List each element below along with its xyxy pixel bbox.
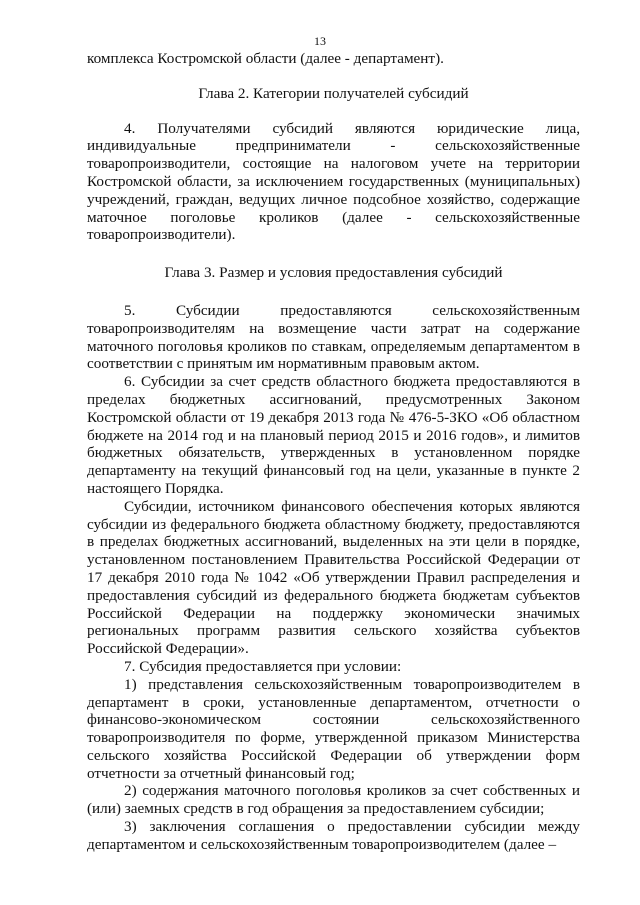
paragraph-6: 6. Субсидии за счет средств областного бюджета предоставляются в пределах бюджетных ассигнований, предусмотренных Законом Костромской области от 19 декабря 2013 года № 476-5-ЗКО «Об областном бюджете на 2014 год и на плановый период 2015 и 2016 годов», и лимитов бюджетных обязательств, утвержденных в установленном порядке департаменту на текущий финансовый год на цели, указанные в пункте 2 настоящего Порядка. [87, 373, 580, 497]
paragraph-7: 7. Субсидия предоставляется при условии: [124, 657, 402, 675]
condition-item-1: 1) представления сельскохозяйственным товаропроизводителем в департамент в сроки, установленные департаментом, отчетности о финансово-экономическом состоянии сельскохозяйственного товаропроизводителя по форме, утвержденной приказом Министерства сельского хозяйства Российской Федерации об утверждении форм отчетности за отчетный финансовый год; [87, 675, 580, 782]
spacer [87, 68, 580, 85]
paragraph-4: 4. Получателями субсидий являются юридические лица, индивидуальные предприниматели - сельскохозяйственные товаропроизводители, состоящие на налоговом учете на территории Костромской области, за исключением государственных (муниципальных) учреждений, граждан, ведущих личное подсобное хозяйство, содержащие маточное поголовье кроликов (далее - сельскохозяйственные товаропроизводители). [87, 119, 580, 244]
chapter-3-heading: Глава 3. Размер и условия предоставления субсидий [164, 264, 503, 282]
page-number: 13 [314, 34, 326, 48]
condition-item-3: 3) заключения соглашения о предоставлении субсидии между департаментом и сельскохозяйственным товаропроизводителем (далее – [87, 818, 580, 853]
chapter-2-heading: Глава 2. Категории получателей субсидий [198, 84, 469, 102]
condition-item-2: 2) содержания маточного поголовья кроликов за счет собственных и (или) заемных средств в год обращения за предоставлением субсидии; [87, 782, 580, 818]
carryover-paragraph: комплекса Костромской области (далее - департамент). [87, 50, 444, 67]
spacer [87, 244, 580, 264]
spacer [87, 282, 580, 302]
paragraph-6-federal: Субсидии, источником финансового обеспечения которых являются субсидии из федерального бюджета областному бюджету, предоставляются в пределах бюджетных ассигнований, выделенных на эти цели в порядке, установленном постановлением Правительства Российской Федерации от 17 декабря 2010 года № 1042 «Об утверждении Правил распределения и предоставления субсидий из федерального бюджета бюджетам субъектов Российской Федерации на поддержку экономически значимых региональных программ развития сельского хозяйства субъектов Российской Федерации». [87, 497, 580, 658]
document-body [87, 50, 580, 854]
spacer [87, 103, 580, 120]
paragraph-5: 5. Субсидии предоставляются сельскохозяйственным товаропроизводителям на возмещение части затрат на содержание маточного поголовья кроликов по ставкам, определяемым департаментом в соответствии с принятым им нормативным правовым актом. [87, 301, 580, 373]
